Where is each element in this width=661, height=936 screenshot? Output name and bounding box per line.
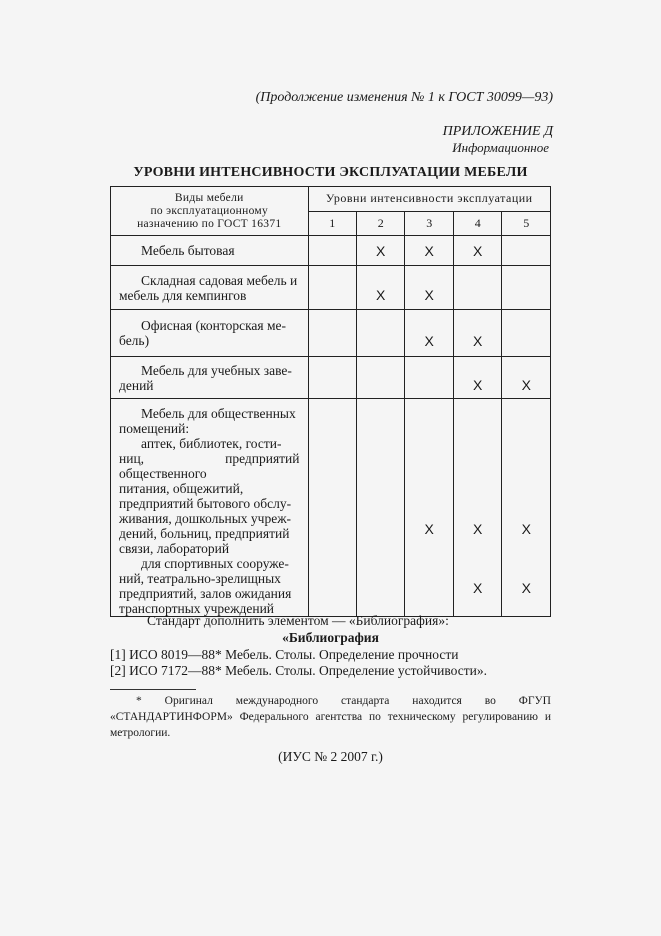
level-mark xyxy=(308,310,356,357)
level-mark xyxy=(453,266,502,310)
furniture-type xyxy=(111,399,309,617)
level-mark: X xyxy=(473,580,483,596)
level-mark: X xyxy=(405,266,454,310)
furniture-type-line: ний, театрально-зрелищных xyxy=(119,571,281,586)
level-mark: X xyxy=(453,357,502,399)
col-type-header-line: назначению по ГОСТ 16371 xyxy=(137,217,282,230)
level-mark xyxy=(356,310,405,357)
furniture-type-line: для спортивных сооруже- xyxy=(141,556,289,571)
bibliography-item: [2] ИСО 7172—88* Мебель. Столы. Определение устойчивости». xyxy=(110,663,487,678)
table-row xyxy=(111,236,551,266)
footnote-divider xyxy=(110,689,196,690)
level-mark: X xyxy=(502,357,551,399)
footnote: * Оригинал международного стандарта находится во ФГУП «СТАНДАРТИНФОРМ» Федерального агентства по техническому регулированию и метрологии. xyxy=(110,695,551,739)
furniture-type-line: дений, больниц, предприятий xyxy=(119,526,290,541)
level-mark xyxy=(502,266,551,310)
appendix-title: ПРИЛОЖЕНИЕ Д xyxy=(442,124,553,139)
furniture-type-line: транспортных учреждений xyxy=(119,601,275,616)
furniture-type-line: помещений: xyxy=(119,421,190,436)
bibliography-item: [1] ИСО 8019—88* Мебель. Столы. Определение прочности xyxy=(110,647,459,662)
furniture-type-line: Мебель для общественных xyxy=(141,406,296,421)
table-row xyxy=(111,357,551,399)
furniture-type-line: дений xyxy=(119,377,154,393)
level-number: 4 xyxy=(453,211,502,236)
table-row xyxy=(111,266,551,310)
table-row xyxy=(111,310,551,357)
levels-header: Уровни интенсивности эксплуатации xyxy=(308,187,550,212)
furniture-type-line: Мебель бытовая xyxy=(141,243,235,258)
bibliography-title: «Библиография xyxy=(282,630,379,645)
furniture-type-line: ниц, предприятий общественного xyxy=(119,451,300,481)
level-mark xyxy=(308,236,356,266)
furniture-type xyxy=(111,266,309,310)
furniture-type-line: аптек, библиотек, гости- xyxy=(141,436,282,451)
level-mark xyxy=(356,357,405,399)
level-mark xyxy=(502,310,551,357)
furniture-type-line: мебель для кемпингов xyxy=(119,287,247,303)
level-number: 3 xyxy=(405,211,454,236)
furniture-type-line: живания, дошкольных учреж- xyxy=(119,511,292,526)
level-cell xyxy=(453,399,502,617)
level-mark: X xyxy=(521,521,531,537)
level-mark: X xyxy=(473,521,483,537)
level-mark: X xyxy=(453,310,502,357)
supplement-note: Стандарт дополнить элементом — «Библиография»: xyxy=(147,613,449,628)
level-number: 5 xyxy=(502,211,551,236)
furniture-type-line: питания, общежитий, xyxy=(119,481,244,496)
col-type-header xyxy=(111,187,309,236)
level-mark: X xyxy=(405,236,454,266)
furniture-type-line: Офисная (конторская ме- xyxy=(141,318,287,333)
furniture-type-line: связи, лабораторий xyxy=(119,541,230,556)
continuation-note: (Продолжение изменения № 1 к ГОСТ 30099—93) xyxy=(255,90,553,105)
furniture-type-line: предприятий бытового обслу- xyxy=(119,496,292,511)
level-number: 2 xyxy=(356,211,405,236)
document-title: УРОВНИ ИНТЕНСИВНОСТИ ЭКСПЛУАТАЦИИ МЕБЕЛИ xyxy=(133,165,528,180)
ius-reference: (ИУС № 2 2007 г.) xyxy=(278,749,383,764)
table-row xyxy=(111,399,551,617)
level-cell xyxy=(356,399,405,617)
intensity-table xyxy=(110,186,551,617)
level-mark: X xyxy=(424,521,434,537)
level-mark: X xyxy=(356,236,405,266)
level-mark: X xyxy=(453,236,502,266)
level-mark xyxy=(405,357,454,399)
col-type-header-line: Виды мебели xyxy=(174,191,244,204)
level-cell xyxy=(308,399,356,617)
level-mark: X xyxy=(521,580,531,596)
furniture-type-line: Мебель для учебных заве- xyxy=(141,362,292,378)
level-mark: X xyxy=(356,266,405,310)
level-number: 1 xyxy=(308,211,356,236)
furniture-type xyxy=(111,310,309,357)
col-type-header-line: по эксплуатационному xyxy=(150,204,269,217)
level-mark xyxy=(502,236,551,266)
level-mark xyxy=(308,266,356,310)
furniture-type-line: Складная садовая мебель и xyxy=(141,272,298,288)
level-mark xyxy=(308,357,356,399)
level-cell xyxy=(502,399,551,617)
level-mark: X xyxy=(405,310,454,357)
furniture-type-line: бель) xyxy=(119,333,150,348)
level-cell xyxy=(405,399,454,617)
appendix-status: Информационное xyxy=(452,140,549,155)
furniture-type xyxy=(111,357,309,399)
furniture-type-line: предприятий, залов ожидания xyxy=(119,586,292,601)
furniture-type xyxy=(111,236,309,266)
